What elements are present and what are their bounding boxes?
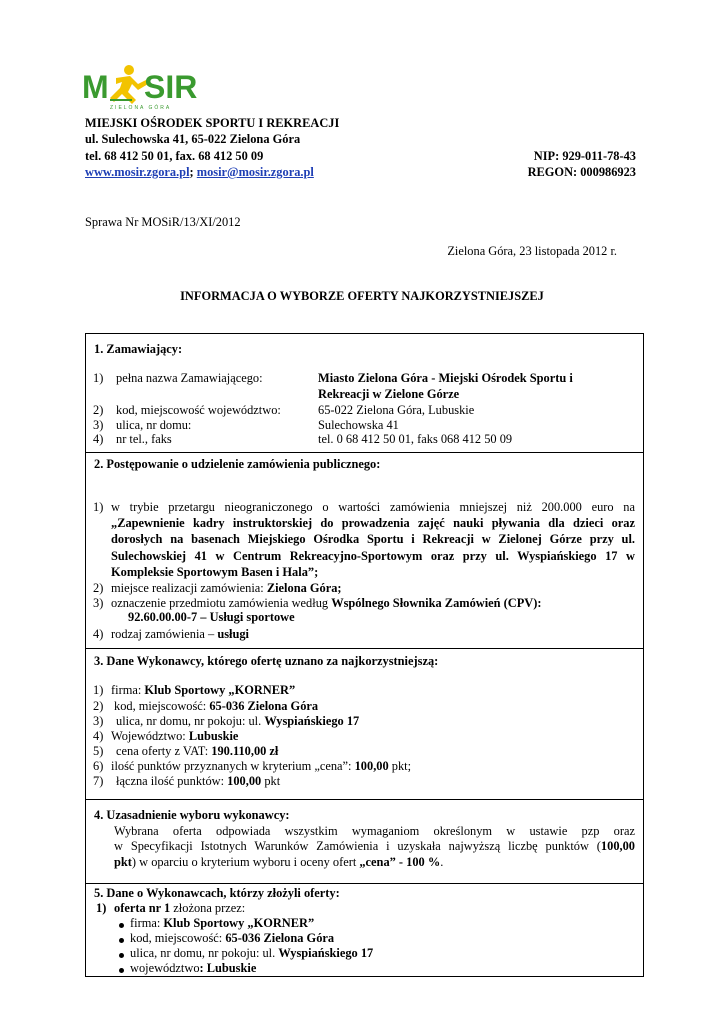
section-4-box (85, 799, 644, 884)
s2-item4-num: 4) (93, 627, 104, 641)
s2-item3: oznaczenie przedmiotu zamówienia według Wspólnego Słownika Zamówień (CPV): (111, 596, 542, 610)
s4-line2: w Specyfikacji Istotnych Warunków Zamówienia i uzyskała najwyższą liczbę punktów (100,00 (114, 839, 635, 853)
s5-bullet1: firma: Klub Sportowy „KORNER” (130, 916, 315, 930)
s3-item2: kod, miejscowość: 65-036 Zielona Góra (114, 699, 319, 713)
s2-item1-line5: Kompleksie Sportowym Basen i Hala”; (111, 565, 319, 579)
s3-item3-num: 3) (93, 714, 104, 728)
s2-item2: miejsce realizacji zamówienia: Zielona Góra; (111, 581, 342, 595)
logo-letters-sir: SIR (144, 69, 198, 105)
s1-row2-value: 65-022 Zielona Góra, Lubuskie (318, 403, 475, 417)
s1-row1-num: 1) (93, 371, 104, 385)
section-3-heading: 3. Dane Wykonawcy, którego ofertę uznano za najkorzystniejszą: (94, 654, 439, 668)
s5-bullet2: kod, miejscowość: 65-036 Zielona Góra (130, 931, 335, 945)
mosir-logo (82, 62, 198, 112)
s3-item6-num: 6) (93, 759, 104, 773)
org-address: ul. Sulechowska 41, 65-022 Zielona Góra (85, 132, 301, 146)
runner-icon (110, 65, 148, 104)
s2-item4: rodzaj zamówienia – usługi (111, 627, 249, 641)
section-2-heading: 2. Postępowanie o udzielenie zamówienia publicznego: (94, 457, 381, 471)
s5-bullet4: województwo: Lubuskie (130, 961, 257, 975)
s4-line1: Wybrana oferta odpowiada wszystkim wymaganiom określonym w ustawie pzp oraz (114, 824, 635, 838)
org-links (85, 165, 314, 180)
s3-item3: ulica, nr domu, nr pokoju: ul. Wyspiańskiego 17 (116, 714, 360, 728)
logo-letter-m: M (82, 69, 109, 105)
s1-row2-num: 2) (93, 403, 104, 417)
s2-item1-num: 1) (93, 500, 104, 514)
s1-row1-label: pełna nazwa Zamawiającego: (116, 371, 263, 385)
document-title: INFORMACJA O WYBORZE OFERTY NAJKORZYSTNIEJSZEJ (180, 289, 544, 303)
case-reference: Sprawa Nr MOSiR/13/XI/2012 (85, 215, 241, 229)
s3-item7-num: 7) (93, 774, 104, 788)
s2-item2-num: 2) (93, 581, 104, 595)
org-name: MIEJSKI OŚRODEK SPORTU I REKREACJI (85, 116, 340, 130)
s3-item5: cena oferty z VAT: 190.110,00 zł (116, 744, 279, 758)
s1-row2-label: kod, miejscowość województwo: (116, 403, 281, 417)
org-phone: tel. 68 412 50 01, fax. 68 412 50 09 (85, 149, 264, 163)
s1-row3-label: ulica, nr domu: (116, 418, 192, 432)
section-2-box (85, 452, 644, 649)
section-4-heading: 4. Uzasadnienie wyboru wykonawcy: (94, 808, 290, 822)
s1-row4-value: tel. 0 68 412 50 01, faks 068 412 50 09 (318, 432, 513, 446)
email-link[interactable]: mosir@mosir.zgora.pl (196, 165, 314, 179)
s2-item3-cpv: 92.60.00.00-7 – Usługi sportowe (128, 610, 295, 624)
s5-bullet3: ulica, nr domu, nr pokoju: ul. Wyspiańskiego 17 (130, 946, 374, 960)
s3-item1-num: 1) (93, 683, 104, 697)
date-line: Zielona Góra, 23 listopada 2012 r. (447, 244, 617, 258)
s1-row4-num: 4) (93, 432, 104, 446)
s3-item2-num: 2) (93, 699, 104, 713)
bullet-icon (119, 923, 124, 928)
s2-item1-line1: w trybie przetargu nieograniczonego o wartości zamówienia mniejszej niż 200.000 euro na (111, 500, 635, 514)
s3-item5-num: 5) (93, 744, 104, 758)
s5-offer-num: 1) (96, 901, 107, 915)
section-5-heading: 5. Dane o Wykonawcach, którzy złożyli oferty: (94, 886, 340, 900)
logo-subtitle: ZIELONA GÓRA (110, 105, 172, 111)
bullet-icon (119, 938, 124, 943)
section-1-box (85, 333, 644, 453)
org-nip: NIP: 929-011-78-43 (533, 149, 636, 163)
s1-row4-label: nr tel., faks (116, 432, 172, 446)
s2-item1-line4: Sulechowskiej 41 w Centrum Rekreacyjno-Sportowym oraz przy ul. Wyspiańskiego 17 w (111, 549, 635, 563)
s3-item7: łączna ilość punktów: 100,00 pkt (116, 774, 281, 788)
s3-item4-num: 4) (93, 729, 104, 743)
org-regon: REGON: 000986923 (527, 165, 636, 179)
logo-graphic (82, 62, 198, 112)
s3-item6: ilość punktów przyznanych w kryterium „cena”: 100,00 pkt; (111, 759, 412, 773)
s1-row1-value-a: Miasto Zielona Góra - Miejski Ośrodek Sportu i (318, 371, 573, 385)
s5-offer-line: oferta nr 1 złożona przez: (114, 901, 246, 915)
s1-row3-value: Sulechowska 41 (318, 418, 399, 432)
s2-item1-line3: dorosłych na basenach Miejskiego Ośrodka Sportu i Rekreacji w Zielonej Górze przy ul. (111, 532, 635, 546)
s2-item1-line2: „Zapewnienie kadry instruktorskiej do prowadzenia zajęć nauki pływania dla dzieci oraz (111, 516, 635, 530)
bullet-icon (119, 953, 124, 958)
link-separator: ; (189, 165, 194, 179)
s3-item4: Województwo: Lubuskie (111, 729, 239, 743)
section-5-box (85, 883, 644, 977)
s1-row1-value-b: Rekreacji w Zielone Górze (318, 387, 460, 401)
s2-item3-num: 3) (93, 596, 104, 610)
s4-line3: pkt) w oparciu o kryterium wyboru i oceny ofert „cena” - 100 %. (114, 855, 444, 869)
bullet-icon (119, 968, 124, 973)
section-1-heading: 1. Zamawiający: (94, 342, 183, 356)
website-link[interactable]: www.mosir.zgora.pl (85, 165, 190, 179)
section-3-box (85, 648, 644, 800)
s3-item1: firma: Klub Sportowy „KORNER” (111, 683, 296, 697)
s1-row3-num: 3) (93, 418, 104, 432)
